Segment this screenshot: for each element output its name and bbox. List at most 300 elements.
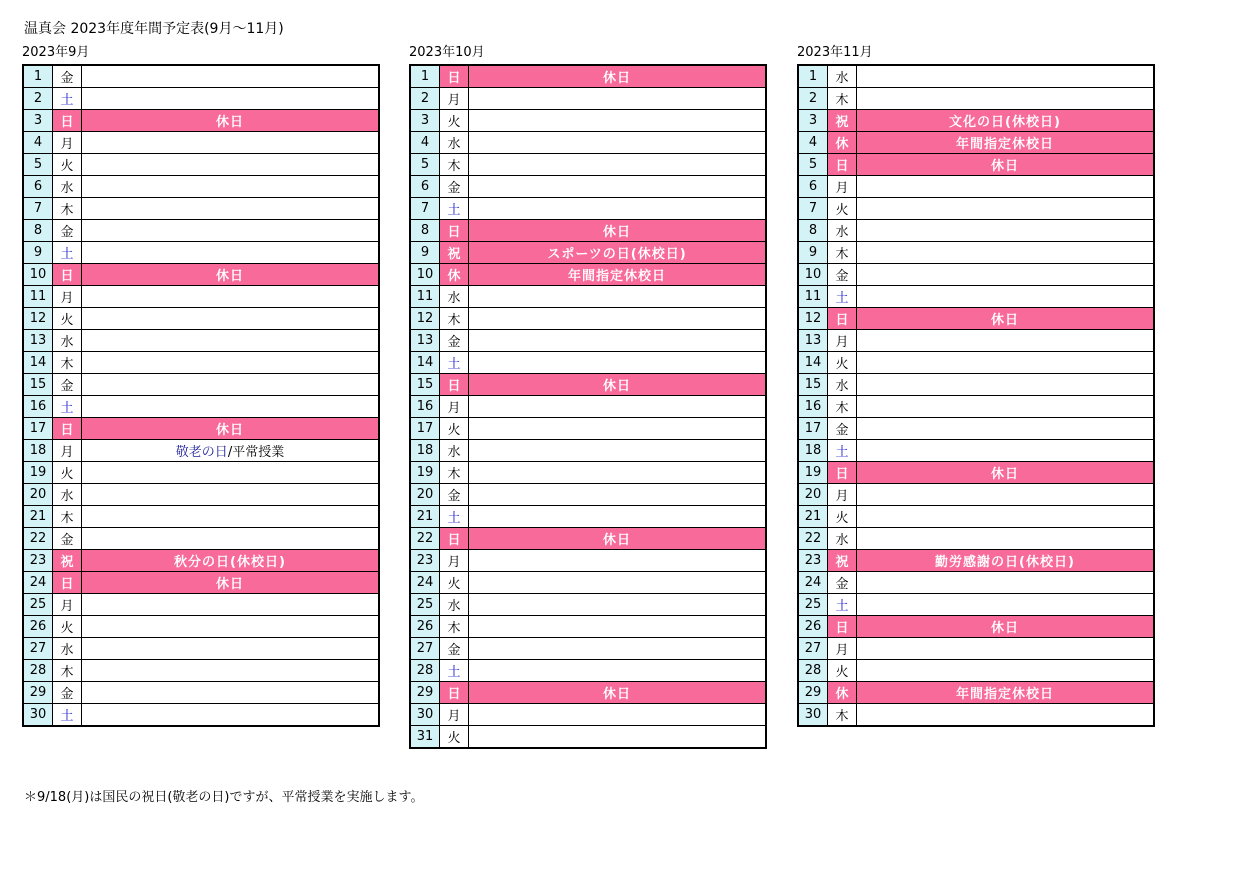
- weekday: 祝: [828, 550, 857, 572]
- weekday: 木: [440, 616, 469, 638]
- weekday: 火: [828, 660, 857, 682]
- weekday: 休: [828, 682, 857, 704]
- event-note: [82, 88, 380, 110]
- event-note: 休日: [82, 418, 380, 440]
- table-row: [798, 462, 1154, 484]
- event-note: [857, 242, 1155, 264]
- weekday: 祝: [53, 550, 82, 572]
- event-note: [82, 616, 380, 638]
- weekday: 日: [828, 154, 857, 176]
- event-note: [469, 484, 767, 506]
- day-number: 12: [410, 308, 440, 330]
- event-note: スポーツの日(休校日): [469, 242, 767, 264]
- table-row: [410, 704, 766, 726]
- table-row: [410, 286, 766, 308]
- event-note: 休日: [82, 110, 380, 132]
- table-row: [23, 572, 379, 594]
- day-number: 22: [410, 528, 440, 550]
- day-number: 30: [410, 704, 440, 726]
- table-row: [798, 484, 1154, 506]
- weekday: 水: [53, 330, 82, 352]
- day-number: 24: [23, 572, 53, 594]
- weekday: 土: [828, 594, 857, 616]
- event-note: 休日: [469, 65, 767, 88]
- weekday: 土: [440, 506, 469, 528]
- event-note: 年間指定休校日: [469, 264, 767, 286]
- day-number: 10: [798, 264, 828, 286]
- event-note: [82, 65, 380, 88]
- day-number: 21: [410, 506, 440, 528]
- day-number: 18: [410, 440, 440, 462]
- day-number: 21: [798, 506, 828, 528]
- event-note: [469, 88, 767, 110]
- day-number: 8: [798, 220, 828, 242]
- table-row: [798, 176, 1154, 198]
- event-note: [469, 506, 767, 528]
- event-note: [82, 330, 380, 352]
- weekday: 水: [53, 176, 82, 198]
- table-row: [23, 308, 379, 330]
- event-note: [82, 396, 380, 418]
- table-row: [798, 704, 1154, 727]
- event-note: [82, 506, 380, 528]
- weekday: 金: [53, 682, 82, 704]
- day-number: 15: [23, 374, 53, 396]
- event-note: [857, 330, 1155, 352]
- table-row: [410, 132, 766, 154]
- day-number: 20: [23, 484, 53, 506]
- day-number: 16: [410, 396, 440, 418]
- table-row: [798, 198, 1154, 220]
- table-row: [23, 374, 379, 396]
- table-row: [23, 220, 379, 242]
- event-note: [82, 440, 380, 462]
- page-title: 温真会 2023年度年間予定表(9月～11月): [24, 21, 284, 37]
- day-number: 1: [410, 65, 440, 88]
- event-note: [469, 616, 767, 638]
- table-row: [798, 440, 1154, 462]
- weekday: 火: [53, 154, 82, 176]
- event-note: [469, 462, 767, 484]
- calendar-table: [409, 64, 767, 749]
- weekday: 木: [828, 242, 857, 264]
- table-row: [798, 264, 1154, 286]
- weekday: 祝: [828, 110, 857, 132]
- event-note: [469, 550, 767, 572]
- table-row: [410, 440, 766, 462]
- day-number: 14: [23, 352, 53, 374]
- event-note: [469, 440, 767, 462]
- table-row: [798, 308, 1154, 330]
- weekday: 日: [440, 682, 469, 704]
- table-row: [798, 330, 1154, 352]
- weekday: 金: [440, 176, 469, 198]
- day-number: 2: [410, 88, 440, 110]
- weekday: 水: [828, 220, 857, 242]
- table-row: [23, 418, 379, 440]
- weekday: 水: [53, 638, 82, 660]
- table-row: [23, 198, 379, 220]
- day-number: 25: [23, 594, 53, 616]
- event-note: [857, 440, 1155, 462]
- table-row: [410, 242, 766, 264]
- weekday: 火: [440, 418, 469, 440]
- weekday: 木: [440, 308, 469, 330]
- event-note: [857, 418, 1155, 440]
- event-note: [82, 528, 380, 550]
- day-number: 9: [410, 242, 440, 264]
- month-september: [22, 44, 382, 727]
- table-row: [23, 176, 379, 198]
- table-row: [23, 660, 379, 682]
- weekday: 土: [53, 88, 82, 110]
- day-number: 2: [23, 88, 53, 110]
- table-row: [23, 550, 379, 572]
- table-row: [23, 264, 379, 286]
- table-row: [410, 110, 766, 132]
- month-label: 2023年10月: [409, 45, 485, 60]
- calendar-table: [22, 64, 380, 727]
- day-number: 26: [23, 616, 53, 638]
- weekday: 月: [440, 550, 469, 572]
- table-row: [23, 506, 379, 528]
- event-note-detail: /平常授業: [227, 445, 285, 460]
- table-row: [798, 352, 1154, 374]
- day-number: 11: [410, 286, 440, 308]
- day-number: 21: [23, 506, 53, 528]
- day-number: 24: [410, 572, 440, 594]
- event-note: 休日: [857, 462, 1155, 484]
- event-note: 休日: [469, 374, 767, 396]
- weekday: 水: [440, 286, 469, 308]
- day-number: 14: [798, 352, 828, 374]
- table-row: [23, 638, 379, 660]
- event-note: [469, 154, 767, 176]
- table-row: [410, 65, 766, 88]
- event-note: 休日: [469, 220, 767, 242]
- day-number: 20: [798, 484, 828, 506]
- table-row: [23, 396, 379, 418]
- table-row: [798, 638, 1154, 660]
- day-number: 23: [23, 550, 53, 572]
- event-note: [469, 286, 767, 308]
- event-note: 休日: [82, 572, 380, 594]
- day-number: 19: [410, 462, 440, 484]
- weekday: 水: [53, 484, 82, 506]
- event-note: 休日: [857, 616, 1155, 638]
- day-number: 25: [798, 594, 828, 616]
- table-row: [798, 572, 1154, 594]
- day-number: 17: [410, 418, 440, 440]
- weekday: 土: [440, 198, 469, 220]
- day-number: 7: [410, 198, 440, 220]
- event-note: 勤労感謝の日(休校日): [857, 550, 1155, 572]
- weekday: 水: [440, 594, 469, 616]
- day-number: 9: [798, 242, 828, 264]
- day-number: 9: [23, 242, 53, 264]
- table-row: [410, 374, 766, 396]
- event-note: 秋分の日(休校日): [82, 550, 380, 572]
- weekday: 月: [828, 638, 857, 660]
- day-number: 15: [410, 374, 440, 396]
- day-number: 17: [798, 418, 828, 440]
- weekday: 金: [53, 374, 82, 396]
- day-number: 6: [23, 176, 53, 198]
- weekday: 水: [828, 528, 857, 550]
- month-label: 2023年9月: [22, 45, 90, 60]
- weekday: 日: [440, 220, 469, 242]
- day-number: 26: [798, 616, 828, 638]
- weekday: 月: [53, 132, 82, 154]
- day-number: 4: [798, 132, 828, 154]
- day-number: 19: [23, 462, 53, 484]
- event-note: [857, 704, 1155, 727]
- table-row: [410, 638, 766, 660]
- weekday: 水: [828, 65, 857, 88]
- weekday: 月: [828, 330, 857, 352]
- event-note: 年間指定休校日: [857, 682, 1155, 704]
- day-number: 31: [410, 726, 440, 749]
- table-row: [410, 616, 766, 638]
- day-number: 13: [798, 330, 828, 352]
- event-note: [82, 374, 380, 396]
- weekday: 水: [828, 374, 857, 396]
- event-note: [857, 176, 1155, 198]
- event-note: [469, 308, 767, 330]
- weekday: 火: [440, 110, 469, 132]
- day-number: 4: [410, 132, 440, 154]
- table-row: [798, 418, 1154, 440]
- day-number: 12: [798, 308, 828, 330]
- weekday: 休: [440, 264, 469, 286]
- day-number: 6: [410, 176, 440, 198]
- weekday: 金: [440, 484, 469, 506]
- table-row: [410, 418, 766, 440]
- day-number: 1: [798, 65, 828, 88]
- weekday: 土: [53, 704, 82, 727]
- day-number: 13: [410, 330, 440, 352]
- table-row: [798, 110, 1154, 132]
- event-note: [857, 594, 1155, 616]
- table-row: [23, 704, 379, 727]
- table-row: [410, 594, 766, 616]
- weekday: 木: [53, 352, 82, 374]
- weekday: 木: [53, 198, 82, 220]
- day-number: 30: [798, 704, 828, 727]
- day-number: 29: [23, 682, 53, 704]
- day-number: 5: [23, 154, 53, 176]
- weekday: 土: [440, 660, 469, 682]
- table-row: [410, 528, 766, 550]
- table-row: [410, 330, 766, 352]
- event-note: [469, 352, 767, 374]
- event-note: [857, 264, 1155, 286]
- event-note: [469, 726, 767, 749]
- weekday: 土: [828, 440, 857, 462]
- event-note: [857, 374, 1155, 396]
- weekday: 月: [53, 594, 82, 616]
- table-row: [23, 242, 379, 264]
- table-row: [410, 550, 766, 572]
- weekday: 日: [440, 65, 469, 88]
- event-note: [857, 286, 1155, 308]
- table-row: [798, 242, 1154, 264]
- day-number: 16: [798, 396, 828, 418]
- event-note: [857, 638, 1155, 660]
- event-note: 文化の日(休校日): [857, 110, 1155, 132]
- day-number: 3: [798, 110, 828, 132]
- weekday: 日: [440, 374, 469, 396]
- weekday: 金: [440, 638, 469, 660]
- table-row: [798, 132, 1154, 154]
- table-row: [23, 594, 379, 616]
- event-note: [469, 132, 767, 154]
- weekday: 火: [828, 506, 857, 528]
- event-note: [857, 396, 1155, 418]
- month-november: [797, 44, 1157, 727]
- table-row: [23, 65, 379, 88]
- table-row: [23, 110, 379, 132]
- weekday: 火: [53, 308, 82, 330]
- event-note: [82, 660, 380, 682]
- day-number: 15: [798, 374, 828, 396]
- weekday: 月: [828, 484, 857, 506]
- event-note: [82, 462, 380, 484]
- day-number: 30: [23, 704, 53, 727]
- event-note: 年間指定休校日: [857, 132, 1155, 154]
- table-row: [410, 462, 766, 484]
- table-row: [798, 506, 1154, 528]
- day-number: 24: [798, 572, 828, 594]
- event-note: [857, 660, 1155, 682]
- event-note: [469, 572, 767, 594]
- event-note: [857, 65, 1155, 88]
- weekday: 日: [828, 308, 857, 330]
- weekday: 金: [53, 220, 82, 242]
- day-number: 16: [23, 396, 53, 418]
- event-note: [82, 242, 380, 264]
- table-row: [23, 132, 379, 154]
- event-note: [82, 132, 380, 154]
- day-number: 1: [23, 65, 53, 88]
- table-row: [410, 682, 766, 704]
- table-row: [798, 374, 1154, 396]
- day-number: 27: [410, 638, 440, 660]
- weekday: 土: [53, 242, 82, 264]
- event-note: [82, 638, 380, 660]
- event-note: [82, 682, 380, 704]
- event-note: 休日: [469, 528, 767, 550]
- event-note: [469, 198, 767, 220]
- event-note: [857, 352, 1155, 374]
- weekday: 木: [828, 396, 857, 418]
- day-number: 3: [23, 110, 53, 132]
- weekday: 木: [828, 704, 857, 727]
- weekday: 月: [53, 440, 82, 462]
- event-note: [469, 660, 767, 682]
- table-row: [23, 528, 379, 550]
- day-number: 11: [23, 286, 53, 308]
- weekday: 月: [440, 396, 469, 418]
- table-row: [23, 330, 379, 352]
- event-note: 休日: [469, 682, 767, 704]
- day-number: 3: [410, 110, 440, 132]
- day-number: 28: [410, 660, 440, 682]
- event-note: [82, 704, 380, 727]
- weekday: 木: [440, 154, 469, 176]
- event-note: [857, 484, 1155, 506]
- weekday: 日: [53, 572, 82, 594]
- table-row: [798, 286, 1154, 308]
- event-note: [857, 506, 1155, 528]
- table-row: [410, 220, 766, 242]
- table-row: [410, 176, 766, 198]
- day-number: 8: [410, 220, 440, 242]
- weekday: 木: [828, 88, 857, 110]
- weekday: 金: [53, 528, 82, 550]
- weekday: 木: [53, 506, 82, 528]
- weekday: 日: [828, 616, 857, 638]
- table-row: [798, 682, 1154, 704]
- table-row: [23, 462, 379, 484]
- weekday: 休: [828, 132, 857, 154]
- event-note: [857, 220, 1155, 242]
- table-row: [798, 65, 1154, 88]
- day-number: 26: [410, 616, 440, 638]
- weekday: 金: [828, 264, 857, 286]
- weekday: 木: [440, 462, 469, 484]
- table-row: [410, 484, 766, 506]
- weekday: 日: [53, 110, 82, 132]
- weekday: 金: [440, 330, 469, 352]
- day-number: 14: [410, 352, 440, 374]
- day-number: 29: [798, 682, 828, 704]
- month-october: [409, 44, 769, 749]
- table-row: [798, 88, 1154, 110]
- table-row: [23, 484, 379, 506]
- day-number: 11: [798, 286, 828, 308]
- event-note: [82, 594, 380, 616]
- event-note: [857, 198, 1155, 220]
- event-note: [469, 330, 767, 352]
- event-note: [857, 572, 1155, 594]
- table-row: [23, 286, 379, 308]
- day-number: 2: [798, 88, 828, 110]
- event-note: [82, 220, 380, 242]
- table-row: [410, 396, 766, 418]
- table-row: [410, 352, 766, 374]
- weekday: 祝: [440, 242, 469, 264]
- day-number: 27: [798, 638, 828, 660]
- event-note: [469, 396, 767, 418]
- day-number: 23: [410, 550, 440, 572]
- table-row: [23, 616, 379, 638]
- event-note: [82, 484, 380, 506]
- event-note: 休日: [857, 308, 1155, 330]
- event-note: [82, 176, 380, 198]
- event-note: [82, 286, 380, 308]
- weekday: 月: [53, 286, 82, 308]
- table-row: [23, 88, 379, 110]
- day-number: 4: [23, 132, 53, 154]
- weekday: 月: [828, 176, 857, 198]
- month-label: 2023年11月: [797, 45, 873, 60]
- weekday: 日: [828, 462, 857, 484]
- day-number: 12: [23, 308, 53, 330]
- day-number: 28: [23, 660, 53, 682]
- event-note: [857, 88, 1155, 110]
- day-number: 10: [410, 264, 440, 286]
